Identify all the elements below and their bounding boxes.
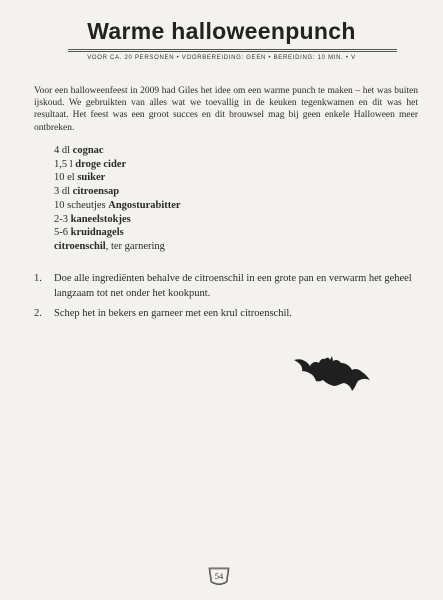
ingredient-item <box>54 171 181 185</box>
recipe-intro: Voor een halloweenfeest in 2009 had Giles het idee om een warme punch te maken – het was buiten ijskoud. We gebruikten van alles wat we toevallig in de keuken tegenkwamen en dit was het resultaat. Het feest was een groot succes en dit brouwsel mag bij geen enkele Halloween meer ontbreken. <box>34 86 418 133</box>
ingredient-qty: 5-6 <box>54 227 71 239</box>
ingredient-note: , ter garnering <box>105 240 165 252</box>
recipe-meta: VOOR CA. 20 PERSONEN • VOORBEREIDING: GEEN • BEREIDING: 10 MIN. • V <box>87 55 356 61</box>
ingredient-name: citroenschil <box>54 240 106 252</box>
method-step <box>34 307 414 322</box>
ingredient-item <box>54 213 181 227</box>
ingredient-name: cognac <box>72 145 104 156</box>
ingredient-qty: 3 dl <box>54 186 73 198</box>
page-number: 54 <box>214 571 224 581</box>
step-text: Doe alle ingrediënten behalve de citroenschil in een grote pan en verwarm het geheel langzaam tot net onder het kookpunt. <box>54 273 412 299</box>
ingredient-item <box>54 144 181 158</box>
ingredient-item <box>54 226 181 240</box>
ingredient-name: droge cider <box>75 158 127 170</box>
step-number: 2. <box>34 308 42 320</box>
ingredient-qty: 10 el <box>54 172 78 184</box>
ingredient-qty: 2-3 <box>54 213 71 225</box>
ingredient-qty: 10 scheutjes <box>54 199 109 211</box>
page-number-badge <box>207 566 231 588</box>
ingredient-name: suiker <box>77 172 106 184</box>
ingredient-name: kaneelstokjes <box>70 213 131 225</box>
ingredient-item <box>54 240 181 254</box>
ingredient-qty: 4 dl <box>54 145 73 156</box>
recipe-title: Warme halloweenpunch <box>87 18 356 44</box>
ingredient-name: Angosturabitter <box>108 199 181 211</box>
ingredient-item <box>54 199 181 213</box>
ingredient-item <box>54 158 181 172</box>
ingredient-name: citroensap <box>72 186 120 198</box>
bat-icon <box>294 350 370 392</box>
ingredient-list <box>54 144 181 254</box>
ingredient-qty: 1,5 l <box>54 158 76 170</box>
step-number: 1. <box>34 273 42 284</box>
step-text: Schep het in bekers en garneer met een krul citroenschil. <box>54 308 292 320</box>
title-divider-secondary <box>68 51 397 52</box>
method-step <box>34 272 414 301</box>
method-steps <box>34 272 414 328</box>
ingredient-item <box>54 185 181 199</box>
title-divider <box>68 49 397 50</box>
ingredient-name: kruidnagels <box>70 227 124 239</box>
